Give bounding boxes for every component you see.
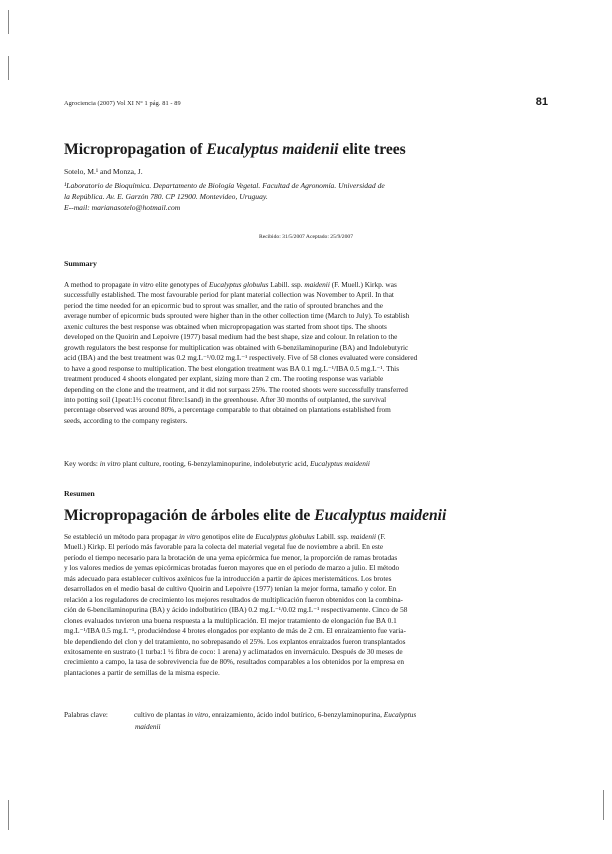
left-crop-mark <box>8 56 9 80</box>
summary-line: growth regulators the best response for multiplication was obtained with 6-benzilaminopurine (BA) and Indolebutyric <box>64 342 409 352</box>
summary-line: A method to propagate in vitro elite genotypes of Eucalyptus globulus Labill. ssp. maidenii (F. Muell.) Kirkp. was <box>64 280 397 289</box>
affiliation <box>64 180 548 213</box>
article-title-english: Micropropagation of Eucalyptus maidenii elite trees <box>64 141 406 158</box>
summary-line: period the time needed for an epicormic bud to sprout was smaller, and the ratio of sprouted branches and the <box>64 300 384 310</box>
resumen-line: plantaciones a partir de semillas de la misma especie. <box>64 667 220 677</box>
summary-line: to have a good response to multiplication. The best elongation treatment was BA 0.1 mg.L⁻¹/IBA 0.5 mg.L⁻¹. This <box>64 363 400 373</box>
resumen-line: ción de 6-bencilaminopurina (BA) y ácido indolbutírico (IBA) 0.2 mg.L⁻¹/0.02 mg.L⁻¹ respectivamente. Cinco de 58 <box>64 605 408 615</box>
summary-paragraph <box>64 280 548 426</box>
summary-line: seeds, according to the company registers. <box>64 415 188 425</box>
summary-line: successfully established. The most favourable period for plant material collection was November to April. In that <box>64 290 394 300</box>
summary-line: treatment produced 4 shoots elongated per explant, sizing more than 2 cm. The rooting response was variable <box>64 374 384 384</box>
resumen-line: Se estableció un método para propagar in vitro genotipos elite de Eucalyptus globulus Labill. ssp. maidenii (F. <box>64 532 386 541</box>
affiliation-line: ¹Laboratorio de Bioquímica. Departamento de Biología Vegetal. Facultad de Agronomía. Universidad de <box>64 181 385 190</box>
resumen-line: período el tiempo necesario para la brotación de una yema epicórmica fue menor, la proporción de ramas brotadas <box>64 552 398 562</box>
summary-line: acid (IBA) and the best treatment was 0.2 mg.L⁻¹/0.02 mg.L⁻¹ respectively. Five of 58 clones evaluated were considered <box>64 353 418 363</box>
summary-line: into potting soil (1peat:1½ coconut fibre:1sand) in the greenhouse. After 30 months of outplanted, the survival <box>64 394 387 404</box>
author-email: E--mail: marianasotelo@hotmail.com <box>64 203 181 212</box>
journal-header: Agrociencia (2007) Vol XI N° 1 pág. 81 - 89 <box>64 100 181 107</box>
summary-heading: Summary <box>64 259 97 268</box>
summary-line: axenic cultures the best response was obtained when micropropagation was started from shoot tips. The shoots <box>64 321 387 331</box>
resumen-line: exitosamente en sustrato (1 turba:1 ½ fibra de coco: 1 arena) y aclimatados en invernáculo. Después de 30 meses de <box>64 646 403 656</box>
right-crop-mark <box>603 790 604 820</box>
resumen-line: relación a los reguladores de crecimiento los mejores resultados de multiplicación fueron obtenidos con la combina- <box>64 594 403 604</box>
received-accepted-dates: Recibido: 31/5/2007 Aceptado: 25/9/2007 <box>259 234 353 240</box>
page-number: 81 <box>535 96 548 108</box>
left-crop-mark <box>8 10 9 34</box>
resumen-paragraph <box>64 532 548 678</box>
keywords-line: maidenii <box>135 721 161 731</box>
left-crop-mark <box>8 800 9 830</box>
summary-line: developed on the Quoirin and Lepoivre (1977) basal medium had the best shape, size and colour. In relation to the <box>64 332 398 342</box>
summary-line: average number of epicormic buds sprouted were higher than in the other collection time (March to July). To establish <box>64 311 410 321</box>
resumen-line: crecimiento a campo, la tasa de sobrevivencia fue de 80%, resultados comparables a los obtenidos por la empresa en <box>64 657 404 667</box>
article-title-spanish: Micropropagación de árboles elite de Eucalyptus maidenii <box>64 507 447 524</box>
resumen-line: desarrollados en el medio basal de cultivo Quoirin and Lepoivre (1977) tenían la mejor forma, tamaño y color. En <box>64 584 397 594</box>
resumen-line: ble dependiendo del clon y del tratamiento, no sobrepasando el 25%. Los explantos enraizados fueron transplantados <box>64 636 406 646</box>
keywords-spanish: Palabras clave: cultivo de plantas in vitro, enraizamiento, ácido indol butírico, 6-benzylaminopurina, Eucalyptus maidenii <box>64 709 548 732</box>
resumen-heading: Resumen <box>64 489 95 498</box>
keywords-english: Key words: in vitro plant culture, rooting, 6-benzylaminopurine, indolebutyric acid, Eucalyptus maidenii <box>64 459 370 468</box>
resumen-line: y los valores medios de yemas epicórmicas brotadas fueron mayores que en el período de marzo a julio. El método <box>64 563 400 573</box>
resumen-line: Muell.) Kirkp. El período más favorable para la colecta del material vegetal fue de noviembre a abril. En este <box>64 542 384 552</box>
keywords-label: Palabras clave: <box>64 710 108 719</box>
affiliation-line: la República. Av. E. Garzón 780. CP 12900. Montevideo, Uruguay. <box>64 192 268 201</box>
resumen-line: clones evaluados tuvieron una buena respuesta a la multiplicación. El mejor tratamiento de elongación fue BA 0.1 <box>64 615 397 625</box>
resumen-line: más adecuado para establecer cultivos axénicos fue la introducción a partir de ápices meristemáticos. Los brotes <box>64 573 392 583</box>
summary-line: depending on the clone and the treatment, and it did not surpass 25%. The rooted shoots were successfully transferred <box>64 384 408 394</box>
resumen-line: mg.L⁻¹/IBA 0.5 mg.L⁻¹, produciéndose 4 brotes elongados por explanto de más de 2 cm. El enraizamiento fue varia- <box>64 626 406 636</box>
summary-line: percentage observed was around 80%, a percentage comparable to that obtained on plantations established from <box>64 405 391 415</box>
authors: Sotelo, M.¹ and Monza, J. <box>64 167 143 176</box>
